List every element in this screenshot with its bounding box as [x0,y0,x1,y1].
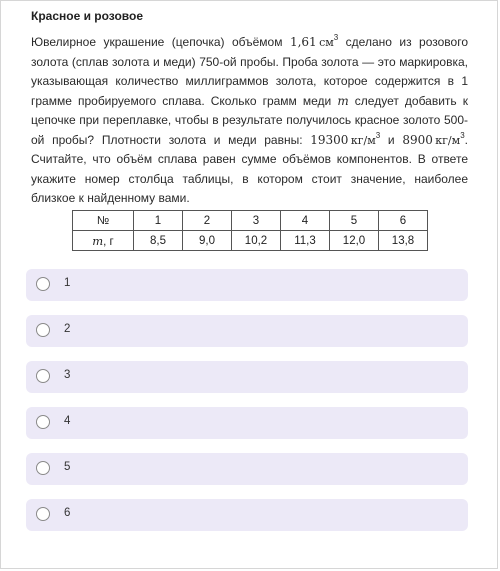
table-header-cell [73,231,134,251]
answer-option-3[interactable] [26,361,468,393]
problem-text-part: и [380,132,403,147]
table-value-cell: 10,2 [232,231,281,251]
answer-option-label: 6 [64,507,71,519]
answer-option-6[interactable] [26,499,468,531]
table-column-number: 5 [330,211,379,231]
table-value-cell: 13,8 [379,231,428,251]
answer-option-label: 4 [64,415,71,427]
table-column-number: 2 [183,211,232,231]
radio-button-icon[interactable] [36,369,50,383]
answer-option-4[interactable] [26,407,468,439]
table-row [73,211,428,231]
radio-button-icon[interactable] [36,415,50,429]
volume-unit: см [319,36,334,49]
answer-options [26,269,468,545]
copper-density-unit: кг/м [435,133,461,147]
problem-text-part: . Считайте, что объём сплава равен сумме объёмов компонентов. В ответе укажите номер столбца таблицы, в котором стоит значение, наиболее близкое к найденному вами. [31,132,468,205]
volume-unit-exponent: 3 [333,33,339,42]
table-value-cell: 12,0 [330,231,379,251]
radio-button-icon[interactable] [36,277,50,291]
volume-value: 1,61 [289,35,317,49]
copper-density-value: 8900 [402,132,433,147]
answer-option-label: 1 [64,277,71,289]
answer-option-1[interactable] [26,269,468,301]
table-value-cell: 11,3 [281,231,330,251]
gold-density-exponent: 3 [375,130,381,140]
table-value-cell: 8,5 [134,231,183,251]
table-header-cell: № [73,211,134,231]
table-column-number: 1 [134,211,183,231]
answer-option-2[interactable] [26,315,468,347]
answer-option-label: 3 [64,369,71,381]
unit-label: , г [103,235,114,248]
answer-option-5[interactable] [26,453,468,485]
question-title: Красное и розовое [31,9,144,23]
problem-text-part: следует добавить к цепочке при переплавке, чтобы в результате получилось красное золото 500-ой пробы? Плотности золота и меди равны: [31,93,469,147]
variable-m: m [92,233,104,248]
table-value-cell: 9,0 [183,231,232,251]
problem-text-part: сделано из розового золота (сплав золота и меди) 750-ой пробы. Проба золота — это маркировка, указывающая количество миллиграммов золота, которое содержится в 1 грамме пробируемого сплава. Сколько грамм меди [31,35,468,108]
problem-text [31,33,468,209]
answer-option-label: 5 [64,461,71,473]
variable-m: m [337,93,349,108]
table-column-number: 4 [281,211,330,231]
gold-density-unit: кг/м [350,133,376,147]
radio-button-icon[interactable] [36,461,50,475]
table-column-number: 6 [379,211,428,231]
answer-values-table [72,210,428,251]
table-row [73,231,428,251]
answer-option-label: 2 [64,323,71,335]
radio-button-icon[interactable] [36,323,50,337]
gold-density-value: 19300 [310,132,349,147]
table-column-number: 3 [232,211,281,231]
copper-density-exponent: 3 [460,130,465,140]
problem-text-part: Ювелирное украшение (цепочка) объёмом [31,35,290,49]
radio-button-icon[interactable] [36,507,50,521]
